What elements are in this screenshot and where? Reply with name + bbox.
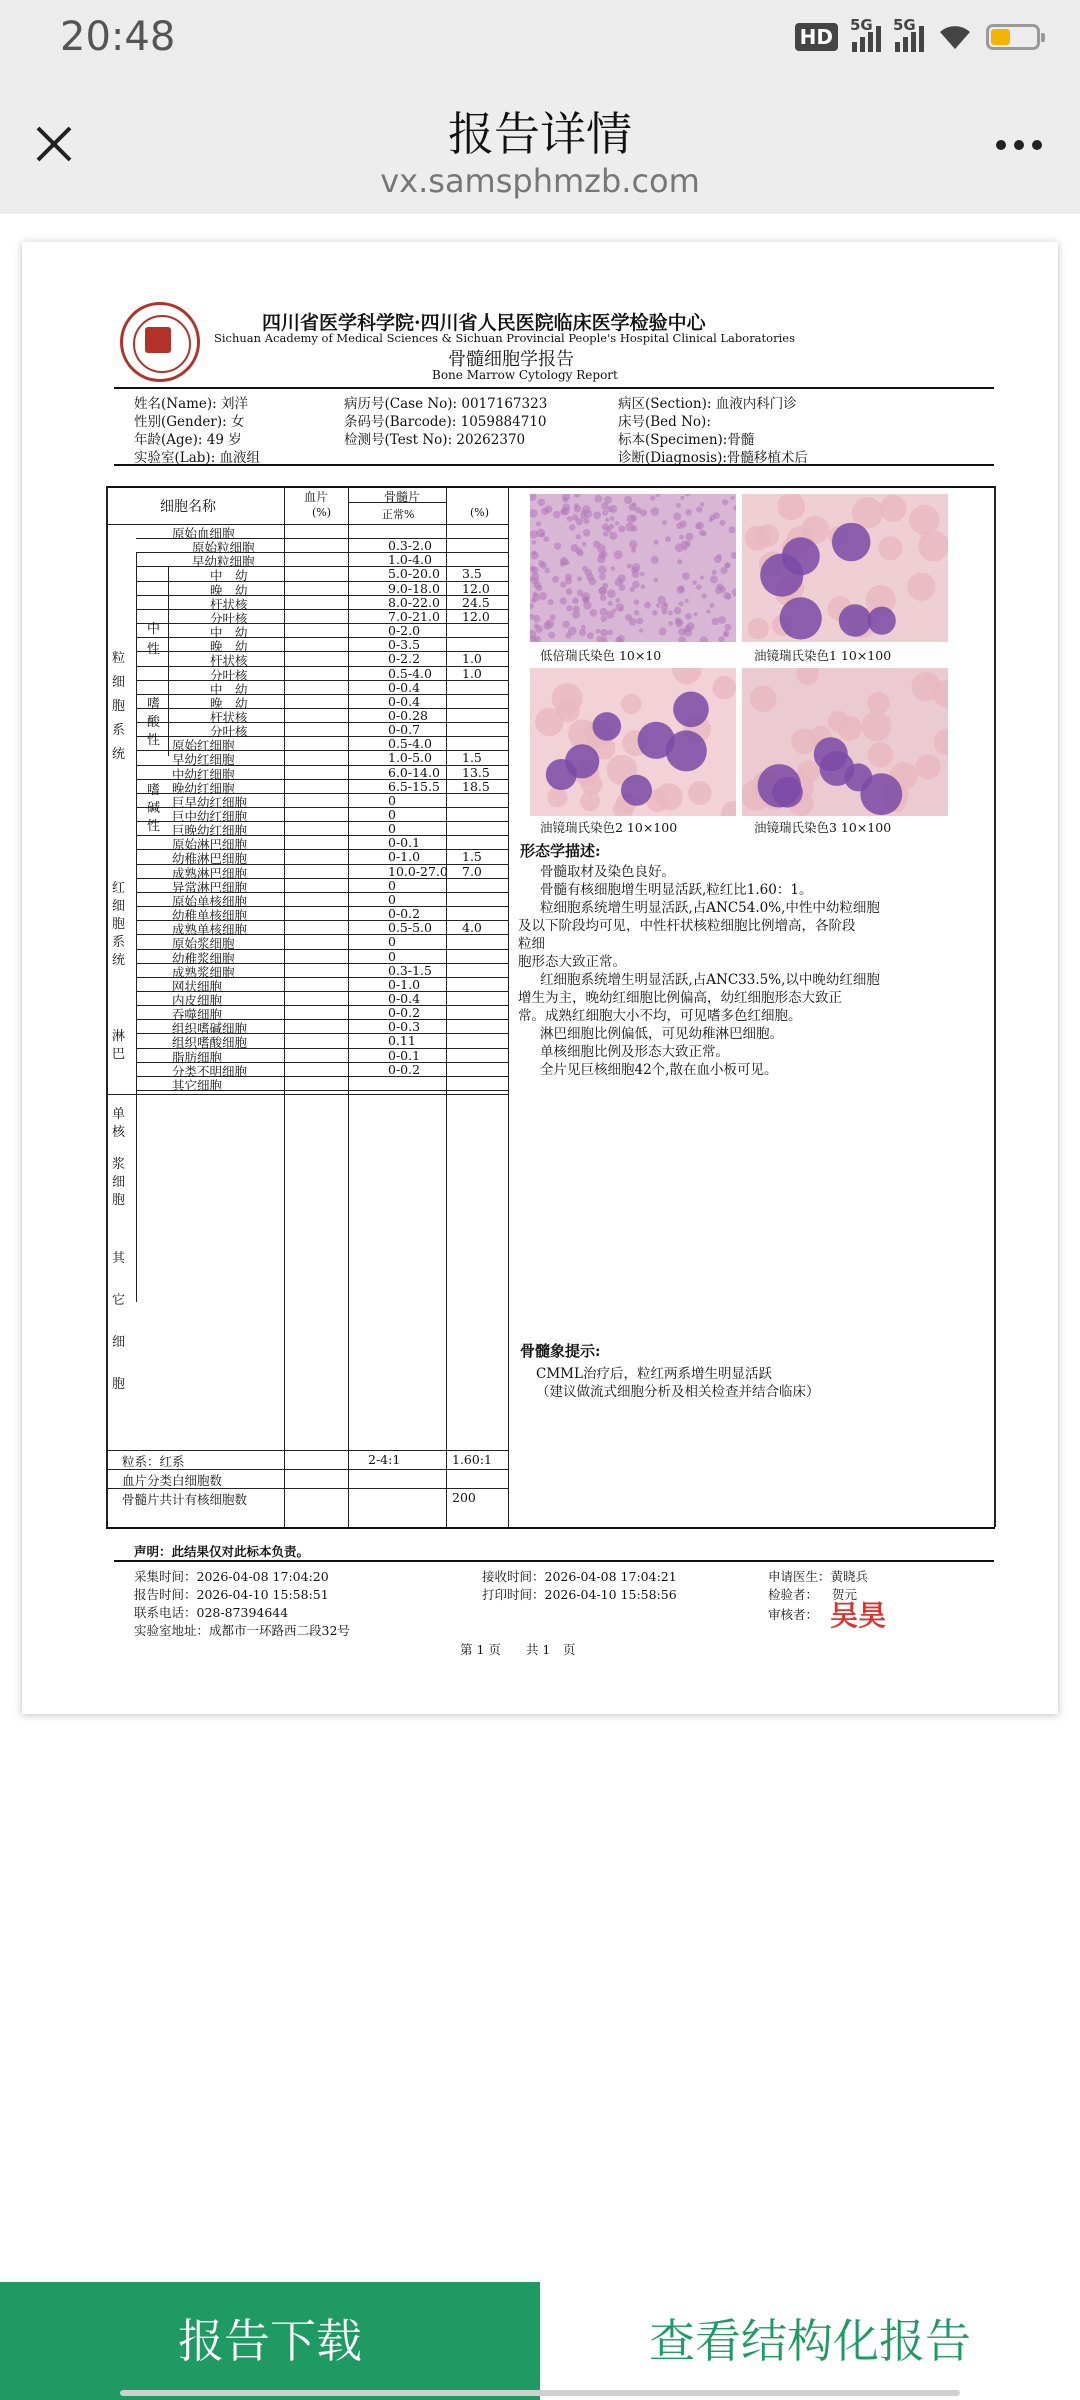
morphology-line: 粒细胞系统增生明显活跃,占ANC54.0%,中性中幼粒细胞 <box>540 900 880 916</box>
table-row-normal: 0 <box>388 792 396 808</box>
test-no: 检测号(Test No): 20262370 <box>344 432 526 448</box>
table-row-value: 1.5 <box>462 750 482 766</box>
table-row-name: 原始粒细胞 <box>192 540 255 556</box>
table-row-value: 13.5 <box>462 764 490 780</box>
table-row-name: 原始单核细胞 <box>172 893 248 909</box>
table-row-value: 1.0 <box>462 665 482 681</box>
table-row-name: 原始浆细胞 <box>172 936 235 952</box>
morphology-line: 增生为主，晚幼红细胞比例偏高，幼红细胞形态大致正 <box>518 990 842 1006</box>
table-row-normal: 0-0.2 <box>388 1005 421 1021</box>
table-row-name: 中 幼 <box>210 568 248 584</box>
morphology-line: 粒细 <box>518 936 545 952</box>
table-row-normal: 0.5-5.0 <box>388 920 432 936</box>
table-row-normal: 0-2.2 <box>388 651 421 667</box>
table-row-name: 晚 幼 <box>210 695 248 711</box>
table-row-normal: 0-0.4 <box>388 693 421 709</box>
morphology-title: 形态学描述: <box>520 842 601 860</box>
table-row-value: 7.0 <box>462 863 482 879</box>
hospital-logo <box>120 302 200 382</box>
table-row-name: 巨中幼红细胞 <box>172 809 248 824</box>
table-row-normal: 0 <box>388 934 396 950</box>
patient-name: 姓名(Name): 刘洋 <box>134 396 249 412</box>
table-row-normal: 0-0.4 <box>388 990 421 1006</box>
table-row-normal: 0 <box>388 821 396 837</box>
reviewer-label: 审核者： <box>768 1607 819 1622</box>
group-granulocyte: 粒细胞系统 <box>112 651 126 762</box>
group-erythroid: 红细胞系统 <box>112 881 126 968</box>
table-row-name: 早幼红细胞 <box>172 752 235 768</box>
table-row-name: 中 幼 <box>210 625 248 641</box>
phone: 联系电话：028-87394644 <box>134 1605 289 1620</box>
th-normal: 正常% <box>382 508 415 521</box>
table-row-name: 组织嗜酸细胞 <box>172 1035 248 1051</box>
table-row-name: 巨晚幼红细胞 <box>172 823 248 839</box>
table-row-normal: 0-3.5 <box>388 637 421 653</box>
section: 病区(Section): 血液内科门诊 <box>618 396 797 412</box>
download-report-button[interactable]: 报告下载 <box>0 2282 540 2400</box>
title-bar <box>0 76 1080 214</box>
report-document <box>22 242 1058 1714</box>
case-no: 病历号(Case No): 0017167323 <box>344 396 548 412</box>
table-row-normal: 1.0-5.0 <box>388 750 432 766</box>
signal-icon: 5G <box>852 22 881 52</box>
morphology-line: 单核细胞比例及形态大致正常。 <box>540 1044 729 1060</box>
morphology-line: 全片见巨核细胞42个,散在血小板可见。 <box>540 1062 778 1078</box>
summary-value: 200 <box>452 1490 476 1505</box>
report-time: 报告时间：2026-04-10 15:58:51 <box>134 1587 329 1602</box>
table-row-normal: 0-1.0 <box>388 849 421 865</box>
table-row-name: 杆状核 <box>210 653 248 669</box>
morphology-line: 骨髓有核细胞增生明显活跃,粒红比1.60：1。 <box>540 882 813 898</box>
table-row-name: 幼稚单核细胞 <box>172 908 248 924</box>
table-row-name: 晚 幼 <box>210 639 248 655</box>
hint-line-1: CMML治疗后，粒红两系增生明显活跃 <box>536 1366 772 1382</box>
table-row-normal: 0.3-1.5 <box>388 962 432 978</box>
table-row-name: 原始血细胞 <box>172 526 235 541</box>
morphology-line: 淋巴细胞比例偏低，可见幼稚淋巴细胞。 <box>540 1026 783 1042</box>
specimen: 标本(Specimen):骨髓 <box>618 432 755 448</box>
morphology-line: 及以下阶段均可见，中性杆状核粒细胞比例增高，各阶段 <box>518 918 856 934</box>
th-cell-name: 细胞名称 <box>160 499 216 515</box>
table-row-name: 网状细胞 <box>172 978 223 994</box>
table-row-normal: 0-0.1 <box>388 1047 421 1063</box>
table-row-normal: 5.0-20.0 <box>388 566 440 582</box>
morphology-line: 骨髓取材及染色良好。 <box>540 864 675 880</box>
table-row-normal: 10.0-27.0 <box>388 863 448 879</box>
wifi-icon <box>938 23 972 51</box>
micrograph-3-caption: 油镜瑞氏染色2 10×100 <box>540 820 678 835</box>
hd-icon: HD <box>795 23 838 51</box>
report-title-en: Bone Marrow Cytology Report <box>432 368 618 382</box>
group-basophil: 嗜碱性 <box>147 783 161 834</box>
micrograph-2-caption: 油镜瑞氏染色1 10×100 <box>754 648 892 663</box>
table-row-name: 原始红细胞 <box>172 738 235 754</box>
view-structured-report-button[interactable]: 查看结构化报告 <box>540 2282 1080 2400</box>
table-row-name: 分叶核 <box>210 667 248 683</box>
micrograph-1-caption: 低倍瑞氏染色 10×10 <box>540 648 662 663</box>
table-row-normal: 0-0.7 <box>388 722 421 738</box>
table-row-normal: 0-2.0 <box>388 623 421 639</box>
micrograph-2 <box>742 494 948 642</box>
table-row-name: 脂肪细胞 <box>172 1049 223 1065</box>
barcode: 条码号(Barcode): 1059884710 <box>344 414 547 430</box>
table-row-name: 晚幼红细胞 <box>172 780 235 796</box>
clock: 20:48 <box>60 14 176 60</box>
report-title: 骨髓细胞学报告 <box>448 349 574 370</box>
signal-icon-2: 5G <box>895 22 924 52</box>
table-row-value: 24.5 <box>462 594 490 610</box>
table-row-normal: 0 <box>388 948 396 964</box>
table-row-normal: 1.0-4.0 <box>388 552 432 568</box>
table-row-normal: 0.3-2.0 <box>388 538 432 554</box>
more-icon[interactable] <box>996 140 1042 150</box>
reviewer-signature: 吴昊 <box>830 1599 887 1632</box>
page-url: vx.samsphmzb.com <box>380 162 700 200</box>
hint-line-2: （建议做流式细胞分析及相关检查并结合临床） <box>536 1384 820 1400</box>
age: 年龄(Age): 49 岁 <box>134 432 242 448</box>
table-row-value: 4.0 <box>462 920 482 936</box>
table-row-name: 分类不明细胞 <box>172 1063 248 1079</box>
table-row-name: 成熟淋巴细胞 <box>172 865 248 881</box>
table-row-normal: 6.0-14.0 <box>388 764 440 780</box>
table-row-name: 中幼红细胞 <box>172 766 235 782</box>
summary-name: 粒系：红系 <box>122 1454 185 1469</box>
table-row-name: 吞噬细胞 <box>172 1007 223 1023</box>
table-row-normal: 9.0-18.0 <box>388 580 440 596</box>
hint-title: 骨髓象提示: <box>520 1342 601 1360</box>
group-neutral: 中性 <box>147 622 161 657</box>
table-row-normal: 0-0.2 <box>388 1061 421 1077</box>
th-blood: 血片 <box>304 490 329 504</box>
applicant-doctor: 申请医生：黄晓兵 <box>768 1569 869 1584</box>
gender: 性别(Gender): 女 <box>134 414 245 430</box>
table-row-name: 其它细胞 <box>172 1077 223 1093</box>
group-eosinophil: 嗜酸性 <box>147 697 161 748</box>
micrograph-1 <box>530 494 736 642</box>
battery-icon <box>986 24 1040 50</box>
table-row-normal: 0-0.1 <box>388 835 421 851</box>
table-row-normal: 0-0.2 <box>388 906 421 922</box>
table-row-normal: 0-0.4 <box>388 679 421 695</box>
table-row-normal: 0-0.3 <box>388 1019 421 1035</box>
diagnosis: 诊断(Diagnosis):骨髓移植术后 <box>618 450 808 466</box>
table-row-normal: 0.11 <box>388 1033 416 1049</box>
summary-name: 骨髓片共计有核细胞数 <box>122 1492 248 1507</box>
table-row-value: 12.0 <box>462 608 490 624</box>
institution-en: Sichuan Academy of Medical Sciences & Sichuan Provincial People's Hospital Clinical Laboratories <box>214 331 795 345</box>
group-other: 其它细胞 <box>112 1251 126 1392</box>
bed-no: 床号(Bed No): <box>618 414 711 430</box>
micrograph-3 <box>530 668 736 816</box>
summary-value: 1.60:1 <box>452 1452 492 1467</box>
table-row-name: 分叶核 <box>210 724 248 740</box>
page-title: 报告详情 <box>448 107 632 161</box>
group-lymph: 淋巴 <box>112 1029 126 1062</box>
table-row-value: 18.5 <box>462 778 490 794</box>
group-plasma: 浆细胞 <box>112 1157 126 1208</box>
th-percent: (%) <box>470 506 490 519</box>
lab-address: 实验室地址：成都市一环路西二段32号 <box>134 1623 350 1638</box>
page-number: 第 1 页 共 1 页 <box>460 1642 576 1657</box>
th-marrow: 骨髓片 <box>384 490 421 504</box>
table-row-normal: 0-0.28 <box>388 707 429 723</box>
table-row-name: 分叶核 <box>210 610 248 626</box>
table-row-normal: 0.5-4.0 <box>388 736 432 752</box>
tester-label: 检验者： <box>768 1587 819 1602</box>
bottom-action-bar <box>0 2282 1080 2400</box>
table-row-normal: 0 <box>388 807 396 822</box>
statement: 声明：此结果仅对此标本负责。 <box>134 1544 310 1559</box>
morphology-line: 常。成熟红细胞大小不均，可见嗜多色红细胞。 <box>518 1008 802 1024</box>
th-blood-unit: (%) <box>312 506 332 519</box>
table-row-name: 中 幼 <box>210 681 248 697</box>
lab: 实验室(Lab): 血液组 <box>134 450 261 466</box>
summary-normal: 2-4:1 <box>368 1452 401 1467</box>
receive-time: 接收时间：2026-04-08 17:04:21 <box>482 1569 677 1584</box>
table-row-name: 巨早幼红细胞 <box>172 794 248 810</box>
table-row-normal: 0 <box>388 891 396 907</box>
tester-name: 贺元 <box>832 1587 858 1602</box>
table-row-name: 早幼粒细胞 <box>192 554 255 570</box>
table-row-value: 1.0 <box>462 651 482 667</box>
table-row-normal: 0-1.0 <box>388 976 421 992</box>
table-row-value: 3.5 <box>462 566 482 582</box>
table-row-name: 成熟浆细胞 <box>172 964 235 980</box>
table-row-name: 幼稚浆细胞 <box>172 950 235 966</box>
table-row-name: 内皮细胞 <box>172 992 223 1008</box>
table-row-name: 组织嗜碱细胞 <box>172 1021 248 1037</box>
table-row-normal: 6.5-15.5 <box>388 778 440 794</box>
status-icons <box>795 16 1040 52</box>
table-row-name: 晚 幼 <box>210 582 248 598</box>
table-row-name: 成熟单核细胞 <box>172 922 248 938</box>
morphology-line: 红细胞系统增生明显活跃,占ANC33.5%,以中晚幼红细胞 <box>540 972 880 988</box>
micrograph-4 <box>742 668 948 816</box>
collect-time: 采集时间：2026-04-08 17:04:20 <box>134 1569 329 1584</box>
summary-name: 血片分类白细胞数 <box>122 1473 223 1488</box>
table-row-name: 原始淋巴细胞 <box>172 837 248 853</box>
table-row-normal: 0 <box>388 877 396 893</box>
table-row-normal: 7.0-21.0 <box>388 608 440 624</box>
micrograph-4-caption: 油镜瑞氏染色3 10×100 <box>754 820 892 835</box>
table-row-name: 杆状核 <box>210 709 248 725</box>
morphology-line: 胞形态大致正常。 <box>518 954 626 970</box>
home-indicator <box>120 2390 960 2396</box>
print-time: 打印时间：2026-04-10 15:58:56 <box>482 1587 677 1602</box>
table-row-normal: 0.5-4.0 <box>388 665 432 681</box>
table-row-name: 幼稚淋巴细胞 <box>172 851 248 867</box>
table-row-name: 杆状核 <box>210 596 248 612</box>
table-row-value: 1.5 <box>462 849 482 865</box>
table-row-name: 异常淋巴细胞 <box>172 879 248 895</box>
institution-cn: 四川省医学科学院·四川省人民医院临床医学检验中心 <box>262 312 706 334</box>
table-row-normal: 8.0-22.0 <box>388 594 440 610</box>
group-mono: 单核 <box>112 1107 126 1140</box>
table-row-value: 12.0 <box>462 580 490 596</box>
status-bar <box>0 0 1080 76</box>
